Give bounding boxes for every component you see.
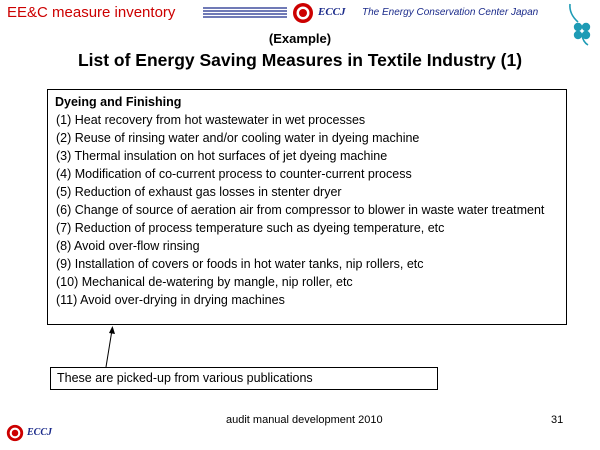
measure-item: (10) Mechanical de-watering by mangle, nip roller, etc: [56, 275, 353, 289]
measure-item: (1) Heat recovery from hot wastewater in wet processes: [56, 113, 366, 127]
note-text: These are picked-up from various publications: [57, 371, 313, 385]
header-title: EE&C measure inventory: [7, 4, 176, 21]
footer-eccj-logo-icon: [6, 424, 24, 442]
measure-item: (11) Avoid over-drying in drying machines: [56, 293, 285, 307]
eccj-logo-icon: [292, 2, 314, 24]
measure-list: [55, 111, 561, 309]
note-box: [50, 367, 438, 390]
box-heading: Dyeing and Finishing: [55, 95, 182, 109]
measure-item: (8) Avoid over-flow rinsing: [56, 239, 200, 253]
measure-item: (4) Modification of co-current process to counter-current process: [56, 167, 412, 181]
page-number: 31: [551, 414, 564, 426]
measure-item: (9) Installation of covers or foods in hot water tanks, nip rollers, etc: [56, 257, 424, 271]
measure-item: (7) Reduction of process temperature such as dyeing temperature, etc: [56, 221, 445, 235]
measure-item: (6) Change of source of aeration air from compressor to blower in waste water treatment: [56, 203, 545, 217]
callout-arrow-icon: [90, 320, 130, 372]
slide-subtitle: (Example): [268, 31, 332, 46]
header-logo-text: ECCJ: [318, 6, 346, 18]
slide-title: List of Energy Saving Measures in Textile Industry (1): [77, 50, 523, 70]
measure-item: (3) Thermal insulation on hot surfaces of jet dyeing machine: [56, 149, 388, 163]
footer-logo-text: ECCJ: [27, 427, 53, 438]
header-stripes: [203, 7, 287, 18]
measures-box: [47, 89, 567, 325]
measure-item: (5) Reduction of exhaust gas losses in stenter dryer: [56, 185, 342, 199]
measure-item: (2) Reuse of rinsing water and/or cooling water in dyeing machine: [56, 131, 420, 145]
header-organization: The Energy Conservation Center Japan: [362, 7, 539, 18]
footer-text: audit manual development 2010: [226, 414, 383, 426]
